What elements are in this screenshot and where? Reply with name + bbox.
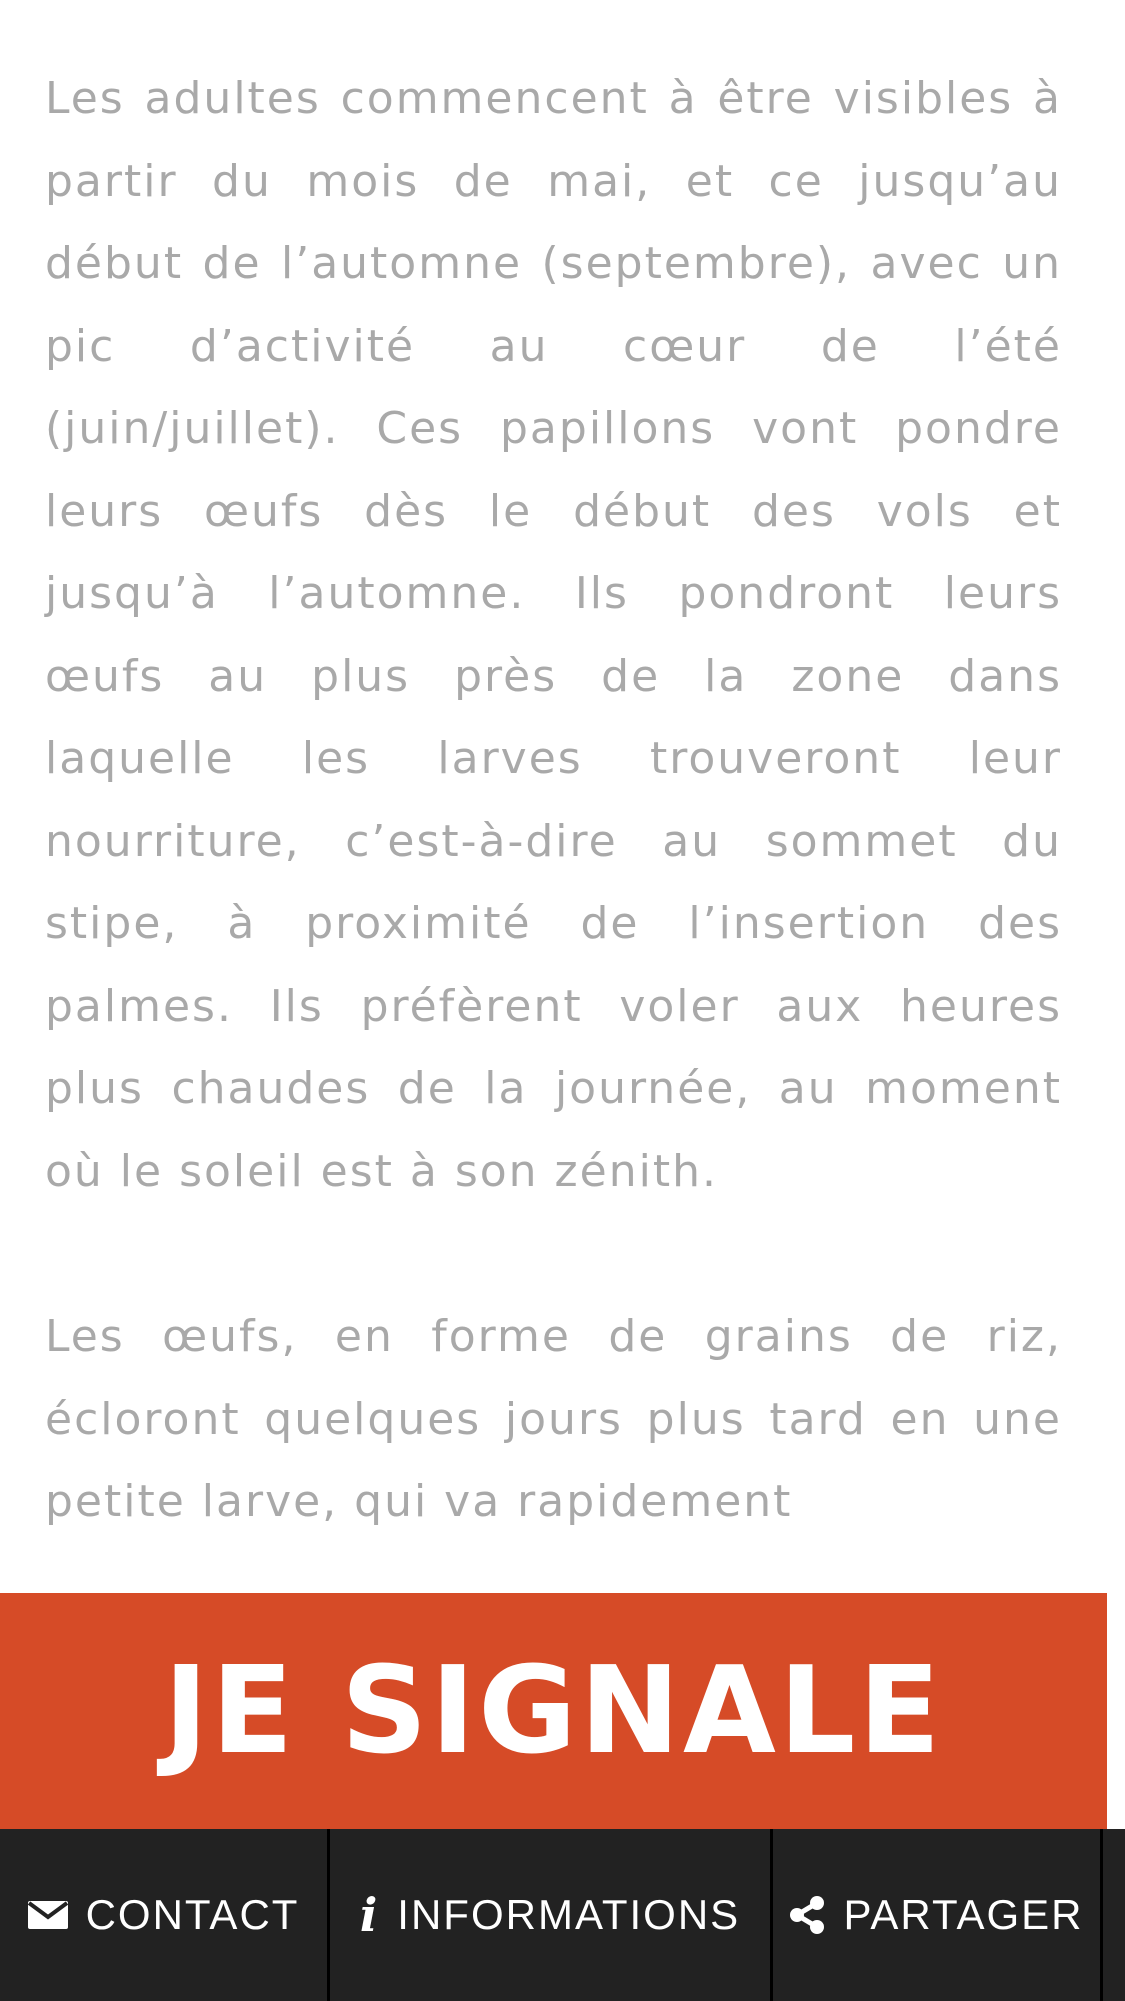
nav-share[interactable] [773, 1829, 1103, 2001]
report-button[interactable]: JE SIGNALE [0, 1593, 1107, 1829]
article-paragraph: Les adultes commencent à être visibles à partir du mois de mai, et ce jusqu’au début de l’automne (septembre), avec un pic d’activité au cœur de l’été (juin/juillet). Ces papillons vont pondre leurs œufs dès le début des vols et jusqu’à l’automne. Ils pondront leurs œufs au plus près de la zone dans laquelle les larves trouveront leur nourriture, c’est-à-dire au sommet du stipe, à proximité de l’insertion des palmes. Ils préfèrent voler aux heures plus chaudes de la journée, au moment où le soleil est à son zénith. [45, 73, 1062, 1197]
info-icon: i [359, 1888, 380, 1942]
nav-contact-label: CONTACT [85, 1891, 300, 1938]
nav-overflow-area [1103, 1829, 1125, 2001]
nav-informations[interactable] [330, 1829, 773, 2001]
bottom-navigation [0, 1829, 1125, 2001]
article-paragraph: Les œufs, en forme de grains de riz, écloront quelques jours plus tard en une petite larve, qui va rapidement [45, 1311, 1062, 1527]
envelope-icon [28, 1901, 68, 1929]
nav-contact[interactable] [0, 1829, 330, 2001]
nav-informations-label: INFORMATIONS [397, 1891, 741, 1938]
nav-share-label: PARTAGER [843, 1891, 1084, 1938]
share-icon [789, 1896, 825, 1934]
article-body [45, 58, 1062, 1627]
